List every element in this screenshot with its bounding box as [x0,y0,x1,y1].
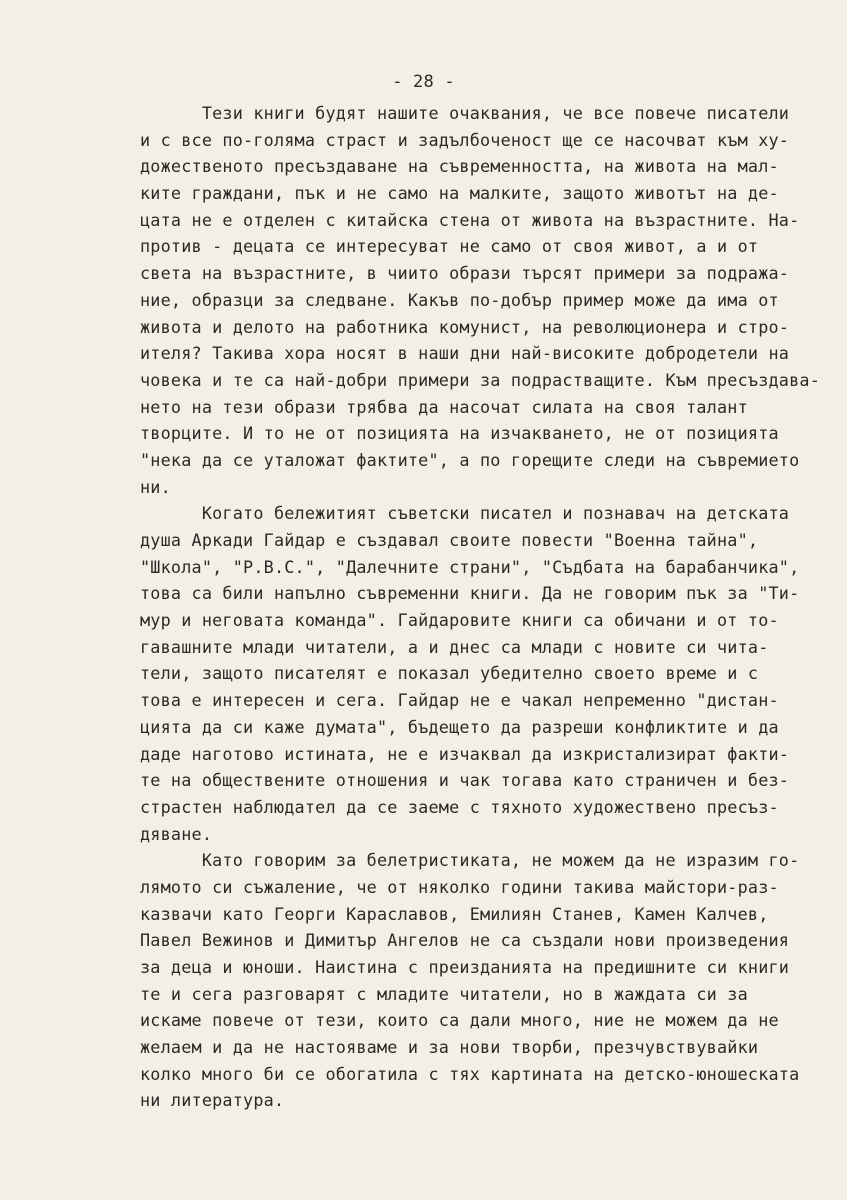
text-line: душа Аркади Гайдар е създавал своите повести "Военна тайна", [140,530,759,550]
text-line: против - децата се интересуват не само от своя живот, а и от [140,236,759,257]
text-line: лямото си съжаление, че от няколко години такива майстори-раз- [140,876,779,897]
page-number: - 28 - [392,72,455,92]
text-line: Когато бележитият съветски писател и познавач на детската [140,503,790,524]
text-line: ни. [140,476,171,497]
text-line: ителя? Такива хора носят в наши дни най-високите добродетели на [140,343,790,364]
text-line: искаме повече от тези, които са дали много, ние не можем да не [140,1010,779,1031]
text-line: колко много би се обогатила с тях картината на детско-юношеската [140,1063,800,1084]
text-line: страстен наблюдател да се заеме с тяхното художествено пресъз- [140,796,779,817]
text-line: тели, защото писателят е показал убедително своето време и с [140,663,759,684]
text-line: те и сега разговарят с младите читатели, но в жаждата си за [140,983,748,1004]
text-line: човека и те са най-добри примери за подрастващите. Към пресъздава- [140,369,821,390]
body-text [140,100,830,1114]
text-line: творците. И то не от позицията на изчакването, не от позицията [140,423,779,444]
text-line: това са били напълно съвременни книги. Да не говорим пък за "Ти- [140,583,800,604]
text-line: ние, образци за следване. Какъв по-добър пример може да има от [140,289,779,310]
text-line: цията да си каже думата", бъдещето да разреши конфликтите и да [140,716,779,737]
text-line: ни литература. [140,1090,285,1111]
text-line: ките граждани, пък и не само на малките, защото животът на де- [140,183,779,204]
text-line: Като говорим за белетристиката, не можем да не изразим го- [140,850,800,871]
text-line: Тези книги будят нашите очаквания, че все повече писатели [140,103,790,123]
text-line: "нека да се уталожат фактите", а по горещите следи на съвремието [140,449,800,470]
text-line: дожественото пресъздаване на съвременността, на живота на мал- [140,156,779,177]
text-line: нето на тези образи трябва да насочат силата на своя талант [140,396,748,417]
text-line: "Школа", "Р.В.С.", "Далечните страни", "Съдбата на барабанчика", [140,556,800,577]
text-line: това е интересен и сега. Гайдар не е чакал непременно "дистан- [140,690,779,711]
text-line: света на възрастните, в чиито образи търсят примери за подража- [140,263,790,284]
text-line: Павел Вежинов и Димитър Ангелов не са създали нови произведения [140,930,790,951]
text-line: за деца и юноши. Наистина с преизданията на предишните си книги [140,957,790,977]
text-line: даде наготово истината, не е изчаквал да изкристализират факти- [140,743,790,764]
text-line: казвачи като Георги Караславов, Емилиян Станев, Камен Калчев, [140,903,769,924]
text-line: гавашните млади читатели, а и днес са млади с новите си чита- [140,636,769,657]
text-line: мур и неговата команда". Гайдаровите книги са обичани и от то- [140,610,779,631]
text-line: живота и делото на работника комунист, на революционера и стро- [140,316,790,337]
text-line: желаем и да не настояваме и за нови творби, презчувствувайки [140,1037,759,1058]
text-line: те на обществените отношения и чак тогава като страничен и без- [140,770,790,791]
text-line: дяване. [140,823,213,844]
text-line: и с все по-голяма страст и задълбоченост ще се насочват към ху- [140,129,790,150]
text-line: цата не е отделен с китайска стена от живота на възрастните. На- [140,209,800,230]
